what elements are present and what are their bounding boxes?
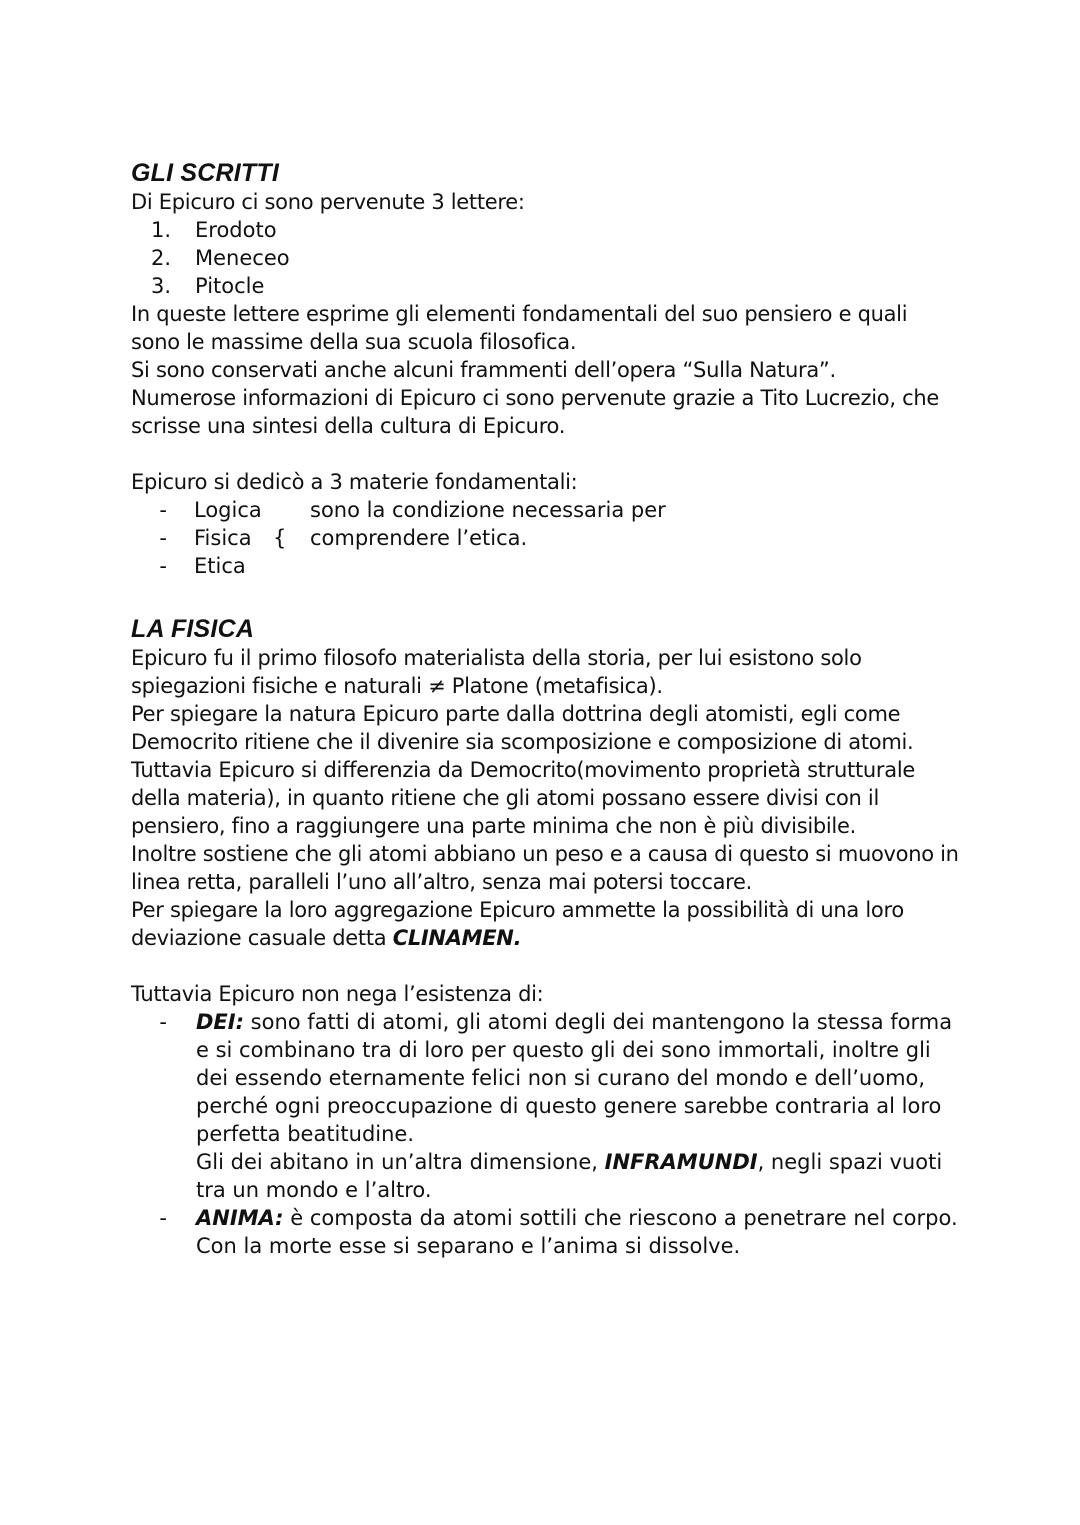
paragraph: Inoltre sostiene che gli atomi abbiano un peso e a causa di questo si muovono in linea retta, paralleli l’uno all’altro, senza mai potersi toccare. <box>131 842 959 894</box>
existence-intro: Tuttavia Epicuro non nega l’esistenza di: <box>131 982 544 1006</box>
term-clinamen: CLINAMEN. <box>392 926 522 950</box>
paragraph: Si sono conservati anche alcuni frammenti dell’opera “Sulla Natura”. <box>131 358 836 382</box>
page-content <box>131 158 961 1260</box>
paragraph: In queste lettere esprime gli elementi fondamentali del suo pensiero e quali sono le massime della sua scuola filosofica. <box>131 302 908 354</box>
list-item: 3. Pitocle <box>150 274 265 298</box>
paragraph: Numerose informazioni di Epicuro ci sono pervenute grazie a Tito Lucrezio, che scrisse una sintesi della cultura di Epicuro. <box>131 386 939 438</box>
letters-intro: Di Epicuro ci sono pervenute 3 lettere: <box>131 190 525 214</box>
list-item: - Fisica comprendere l’etica. <box>159 526 528 550</box>
heading-gli-scritti: GLI SCRITTI <box>131 159 280 187</box>
materie-intro: Epicuro si dedicò a 3 materie fondamentali: <box>131 470 578 494</box>
paragraph: Tuttavia Epicuro si differenzia da Democrito(movimento proprietà strutturale della materia), in quanto ritiene che gli atomi possano essere divisi con il pensiero, fino a raggiungere una parte minima che non è più divisibile. <box>131 758 915 838</box>
list-item: 1. Erodoto <box>150 218 277 242</box>
list-item: - DEI: sono fatti di atomi, gli atomi degli dei mantengono la stessa forma e si combinano tra di loro per questo gli dei sono immortali, inoltre gli dei essendo eternamente felici non si curano del mondo e dell’uomo, perché ogni preoccupazione di questo genere sarebbe contraria al loro perfetta beatitudine. Gli dei abitano in un’altra dimensione, INFRAMUNDI, negli spazi vuoti tra un mondo e l’altro. <box>159 1010 953 1202</box>
heading-la-fisica: LA FISICA <box>131 615 255 643</box>
paragraph: Per spiegare la loro aggregazione Epicuro ammette la possibilità di una loro deviazione casuale detta CLINAMEN. <box>131 898 904 950</box>
list-item: 2. Meneceo <box>150 246 290 270</box>
list-item: - ANIMA: è composta da atomi sottili che riescono a penetrare nel corpo. Con la morte esse si separano e l’anima si dissolve. <box>159 1206 958 1258</box>
list-item: - Etica <box>159 554 246 578</box>
brace-symbol: { <box>273 526 287 550</box>
term-inframundi: INFRAMUNDI <box>604 1150 758 1174</box>
paragraph: Epicuro fu il primo filosofo materialista della storia, per lui esistono solo spiegazioni fisiche e naturali ≠ Platone (metafisica). <box>131 646 862 698</box>
list-item: - Logica sono la condizione necessaria per <box>159 498 666 522</box>
materie-list <box>131 496 961 580</box>
existence-list <box>131 1008 961 1260</box>
paragraph: Per spiegare la natura Epicuro parte dalla dottrina degli atomisti, egli come Democrito ritiene che il divenire sia scomposizione e composizione di atomi. <box>131 702 914 754</box>
letters-list <box>131 216 961 300</box>
term-dei: DEI: <box>196 1010 244 1034</box>
term-anima: ANIMA: <box>196 1206 284 1230</box>
